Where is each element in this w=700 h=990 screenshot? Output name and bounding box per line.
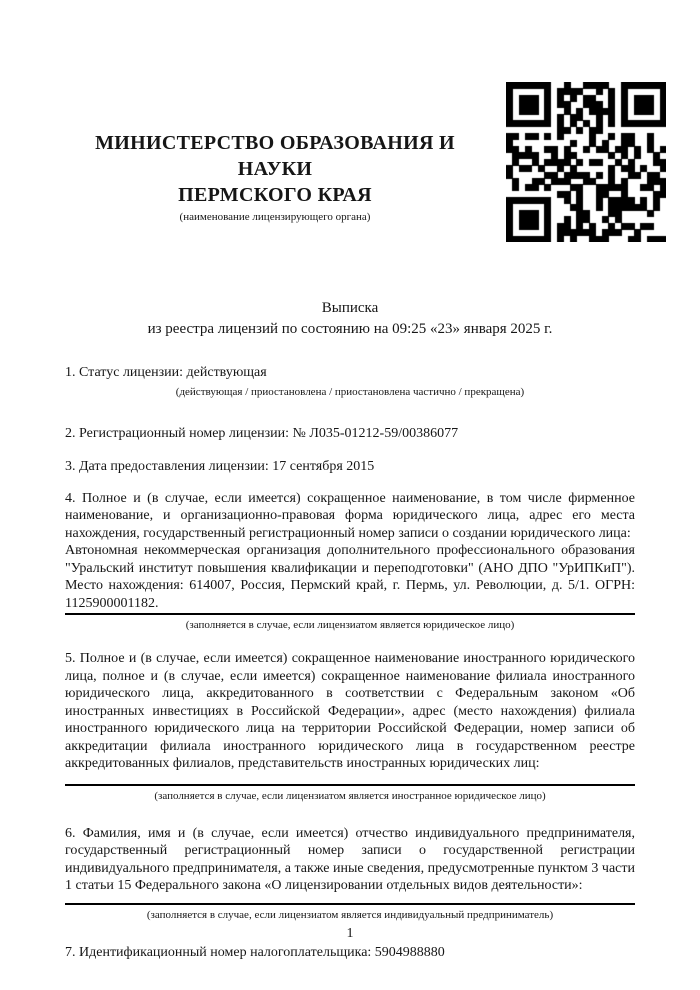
ministry-name-line2: ПЕРМСКОГО КРАЯ	[178, 184, 372, 206]
field-license-status: 1. Статус лицензии: действующая	[65, 365, 267, 380]
field-foreign-entity	[65, 650, 635, 803]
fill-line-legal-entity	[65, 613, 635, 615]
field-registration-number: 2. Регистрационный номер лицензии: № Л035-01212-59/00386077	[65, 425, 459, 441]
document-title	[65, 298, 635, 340]
field-license-grant-date: 3. Дата предоставления лицензии: 17 сентября 2015	[65, 459, 375, 474]
field-individual-entrepreneur-question: 6. Фамилия, имя и (в случае, если имеется) отчество индивидуального предпринимателя, государственный регистрационный номер записи о государственной регистрации индивидуального предпринимателя, а также иные сведения, предусмотренные пунктом 3 части 1 статьи 15 Федерального закона «О лицензировании отдельных видов деятельности»:	[65, 825, 635, 893]
fill-line-individual-entrepreneur	[65, 903, 635, 905]
field-individual-entrepreneur	[65, 825, 635, 922]
ministry-caption: (наименование лицензирующего органа)	[179, 211, 371, 223]
page-number: 1	[346, 926, 354, 941]
document-body	[65, 298, 635, 961]
fill-line-foreign-entity	[65, 784, 635, 786]
field-individual-entrepreneur-caption: (заполняется в случае, если лицензиатом является индивидуальный предприниматель)	[146, 908, 554, 921]
field-legal-entity-caption: (заполняется в случае, если лицензиатом является юридическое лицо)	[185, 619, 515, 631]
document-title-line1: Выписка	[321, 300, 379, 316]
document-title-line2: из реестра лицензий по состоянию на 09:25 «23» января 2025 г.	[147, 321, 553, 337]
field-legal-entity	[65, 490, 635, 633]
ministry-name-line1: МИНИСТЕРСТВО ОБРАЗОВАНИЯ И НАУКИ	[95, 132, 455, 180]
field-legal-entity-answer: Автономная некоммерческая организация дополнительного профессионального образования "Уральский институт повышения квалификации и переподготовки" (АНО ДПО "УрИПКиП"). Место нахождения: 614007, Россия, Пермский край, г. Пермь, ул. Революции, д. 5/1. ОГРН: 1125900001182.	[65, 543, 635, 611]
field-foreign-entity-question: 5. Полное и (в случае, если имеется) сокращенное наименование иностранного юридического лица, полное и (в случае, если имеется) сокращенное наименование филиала иностранного юридического лица, аккредитованного в соответствии с Федеральным законом «Об иностранных инвестициях в Российской Федерации», адрес (место нахождения) филиала иностранного юридического лица на территории Российской Федерации, номер записи об аккредитации филиала иностранного юридического лица в государственном реестре аккредитованных филиалов, представительств иностранных юридических лиц:	[65, 651, 635, 771]
field-taxpayer-number: 7. Идентификационный номер налогоплательщика: 5904988880	[65, 944, 445, 960]
qr-code-icon	[506, 82, 666, 242]
field-license-status-caption: (действующая / приостановлена / приостановлена частично / прекращена)	[175, 385, 525, 398]
ministry-header	[65, 130, 485, 224]
field-foreign-entity-caption: (заполняется в случае, если лицензиатом является иностранное юридическое лицо)	[154, 789, 546, 802]
field-legal-entity-question: 4. Полное и (в случае, если имеется) сокращенное наименование, в том числе фирменное наименование, и организационно-правовая форма юридического лица, адрес его места нахождения, государственный регистрационный номер записи о создании юридического лица:	[65, 490, 635, 541]
